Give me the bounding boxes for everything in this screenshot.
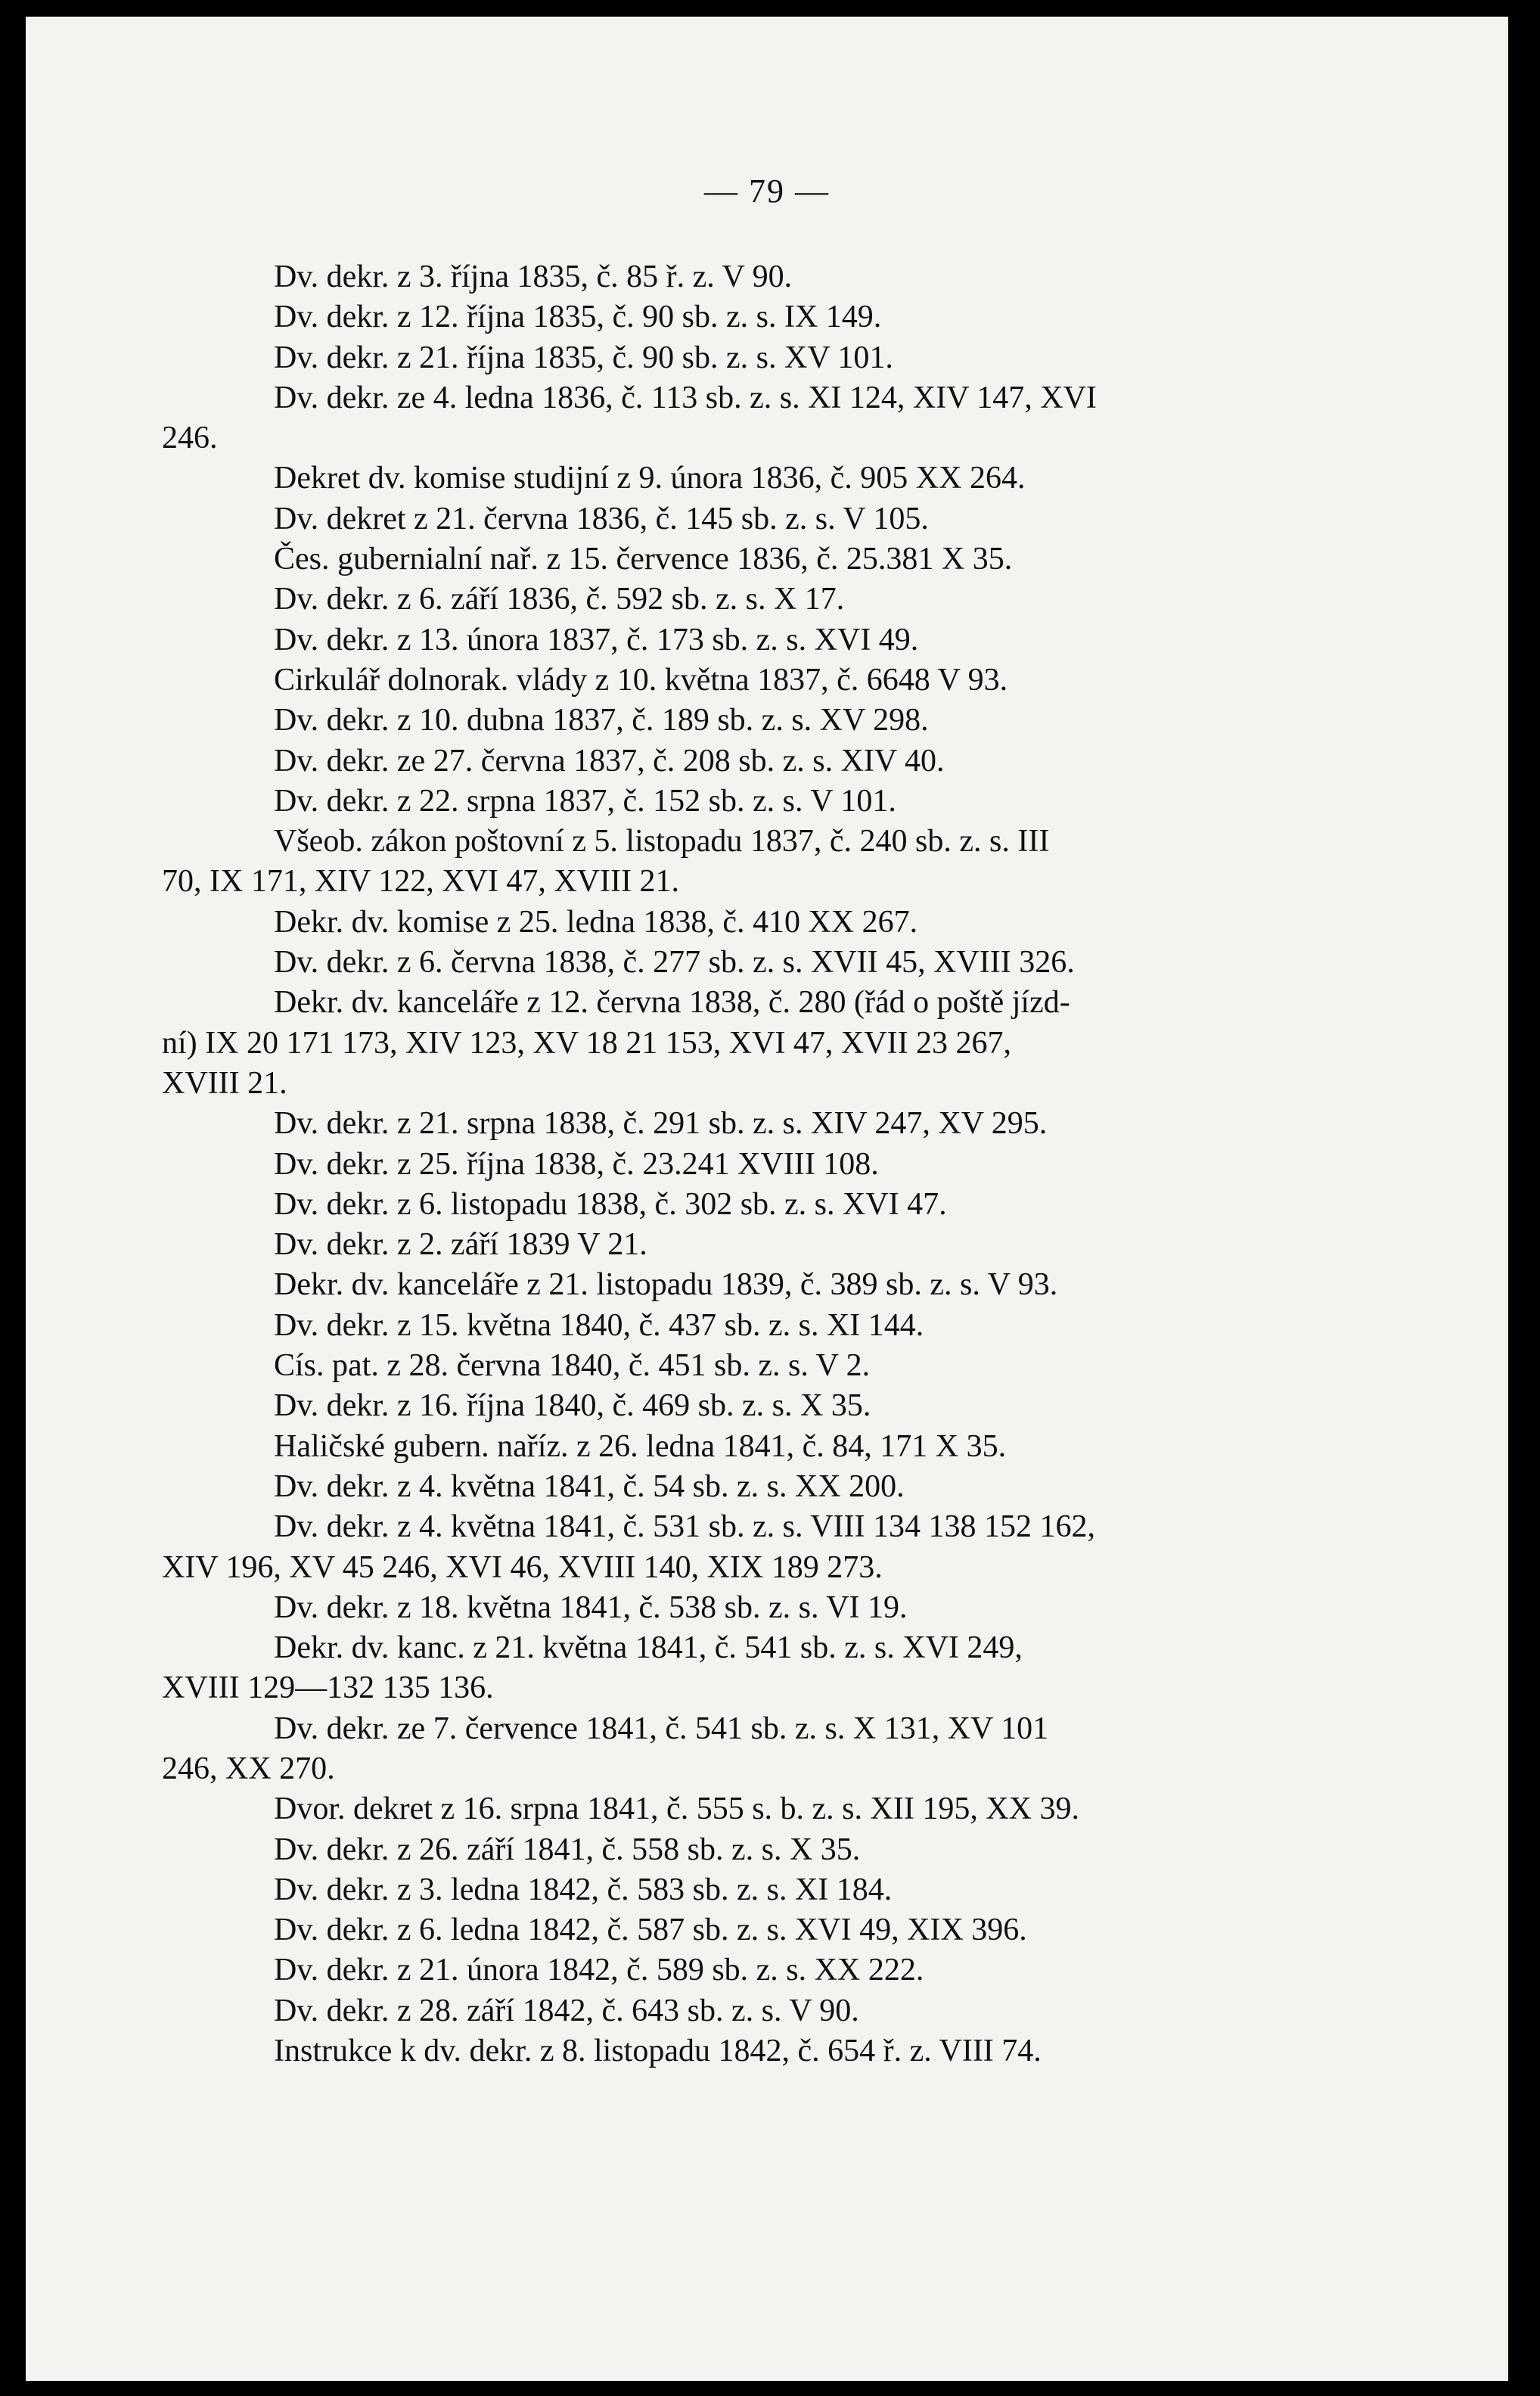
register-entry [162, 822, 1346, 903]
entry-line: Dekr. dv. komise z 25. ledna 1838, č. 410 XX 267. [274, 904, 918, 940]
entry-line: Dv. dekr. z 6. listopadu 1838, č. 302 sb. z. s. XVI 47. [274, 1186, 947, 1222]
entry-line: XVIII 129—132 135 136. [162, 1670, 494, 1706]
register-entry [162, 297, 1346, 337]
entry-line: Instrukce k dv. dekr. z 8. listopadu 1842, č. 654 ř. z. VIII 74. [274, 2034, 1042, 2069]
entry-line: Haličské gubern. naříz. z 26. ledna 1841, č. 84, 171 X 35. [274, 1428, 1007, 1464]
entry-line: Čes. gubernialní nař. z 15. července 1836, č. 25.381 X 35. [274, 542, 1013, 577]
entry-line: Dekr. dv. kanceláře z 12. června 1838, č. 280 (řád o poště jízd- [274, 985, 1070, 1021]
entry-line: Dv. dekr. z 6. června 1838, č. 277 sb. z. s. XVII 45, XVIII 326. [274, 945, 1075, 980]
entry-line: 70, IX 171, XIV 122, XVI 47, XVIII 21. [162, 864, 679, 900]
entry-line: ní) IX 20 171 173, XIV 123, XV 18 21 153, XVI 47, XVII 23 267, [162, 1025, 1012, 1061]
register-entry [162, 903, 1346, 943]
register-entry [162, 1628, 1346, 1709]
entry-line: Dv. dekr. z 21. srpna 1838, č. 291 sb. z. s. XIV 247, XV 295. [274, 1106, 1048, 1142]
entry-line: Dvor. dekret z 16. srpna 1841, č. 555 s. b. z. s. XII 195, XX 39. [274, 1792, 1079, 1827]
entry-line: Dv. dekr. z 21. února 1842, č. 589 sb. z. s. XX 222. [274, 1953, 924, 1988]
entry-line: Dv. dekr. z 25. října 1838, č. 23.241 XVIII 108. [274, 1146, 879, 1182]
register-entry [162, 701, 1346, 741]
entry-line: Dv. dekr. ze 7. července 1841, č. 541 sb. z. s. X 131, XV 101 [274, 1711, 1049, 1746]
register-entry [162, 257, 1346, 297]
entry-line: Dv. dekr. z 16. října 1840, č. 469 sb. z. s. X 35. [274, 1388, 871, 1424]
register-entry [162, 620, 1346, 660]
register-entry [162, 1991, 1346, 2031]
register-entry [162, 1306, 1346, 1346]
register-entry [162, 1225, 1346, 1265]
page-number: — 79 — [704, 172, 830, 210]
register-entry [162, 943, 1346, 983]
entry-line: Dv. dekr. ze 27. června 1837, č. 208 sb. z. s. XIV 40. [274, 743, 945, 778]
register-entry [162, 1265, 1346, 1305]
entry-line: Cís. pat. z 28. června 1840, č. 451 sb. z. s. V 2. [274, 1348, 871, 1384]
register-entry [162, 660, 1346, 701]
register-entry [162, 1507, 1346, 1588]
entry-line: Dv. dekr. z 2. září 1839 V 21. [274, 1227, 647, 1263]
document-body [162, 257, 1346, 2071]
entry-line: Dv. dekr. z 4. května 1841, č. 54 sb. z. s. XX 200. [274, 1468, 905, 1504]
entry-line: 246. [162, 421, 218, 456]
entry-line: Dv. dekr. z 28. září 1842, č. 643 sb. z. s. V 90. [274, 1993, 859, 2028]
entry-line: Dv. dekr. z 3. ledna 1842, č. 583 sb. z. s. XI 184. [274, 1872, 893, 1907]
entry-line: XIV 196, XV 45 246, XVI 46, XVIII 140, XIX 189 273. [162, 1549, 883, 1585]
register-entry [162, 1386, 1346, 1426]
entry-line: Dv. dekr. z 26. září 1841, č. 558 sb. z. s. X 35. [274, 1832, 861, 1867]
register-entry [162, 1185, 1346, 1225]
register-entry [162, 539, 1346, 580]
entry-line: Dv. dekr. z 15. května 1840, č. 437 sb. z. s. XI 144. [274, 1307, 924, 1343]
entry-line: Dv. dekr. z 21. října 1835, č. 90 sb. z. s. XV 101. [274, 340, 893, 375]
register-entry [162, 983, 1346, 1104]
entry-line: Cirkulář dolnorak. vlády z 10. května 1837, č. 6648 V 93. [274, 662, 1008, 698]
entry-line: Dv. dekr. z 18. května 1841, č. 538 sb. z. s. VI 19. [274, 1590, 908, 1625]
entry-line: Dekret dv. komise studijní z 9. února 1836, č. 905 XX 264. [274, 461, 1026, 496]
register-entry [162, 458, 1346, 499]
entry-line: Dv. dekr. z 4. května 1841, č. 531 sb. z. s. VIII 134 138 152 162, [274, 1509, 1096, 1545]
register-entry [162, 1346, 1346, 1386]
register-entry [162, 499, 1346, 539]
entry-line: Dv. dekr. ze 4. ledna 1836, č. 113 sb. z. s. XI 124, XIV 147, XVI [274, 380, 1097, 415]
register-entry [162, 1870, 1346, 1910]
entry-line: Dv. dekr. z 22. srpna 1837, č. 152 sb. z. s. V 101. [274, 783, 896, 819]
entry-line: Dv. dekret z 21. června 1836, č. 145 sb. z. s. V 105. [274, 501, 929, 536]
register-entry [162, 1789, 1346, 1829]
register-entry [162, 1467, 1346, 1507]
register-entry [162, 782, 1346, 822]
document-page [26, 17, 1508, 2381]
register-entry [162, 1709, 1346, 1790]
register-entry [162, 378, 1346, 459]
register-entry [162, 741, 1346, 782]
entry-line: Dv. dekr. z 6. září 1836, č. 592 sb. z. s. X 17. [274, 582, 845, 617]
entry-line: Dekr. dv. kanceláře z 21. listopadu 1839, č. 389 sb. z. s. V 93. [274, 1267, 1058, 1303]
entry-line: Dv. dekr. z 6. ledna 1842, č. 587 sb. z. s. XVI 49, XIX 396. [274, 1913, 1027, 1948]
register-entry [162, 1910, 1346, 1950]
register-entry [162, 1104, 1346, 1144]
register-entry [162, 1830, 1346, 1870]
entry-line: Všeob. zákon poštovní z 5. listopadu 1837, č. 240 sb. z. s. III [274, 824, 1050, 859]
register-entry [162, 1588, 1346, 1628]
entry-line: Dekr. dv. kanc. z 21. května 1841, č. 541 sb. z. s. XVI 249, [274, 1630, 1023, 1666]
register-entry [162, 2031, 1346, 2071]
entry-line: 246, XX 270. [162, 1751, 335, 1786]
register-entry [162, 1145, 1346, 1185]
entry-line: Dv. dekr. z 3. října 1835, č. 85 ř. z. V 90. [274, 259, 793, 294]
entry-line: Dv. dekr. z 10. dubna 1837, č. 189 sb. z. s. XV 298. [274, 703, 929, 738]
register-entry [162, 338, 1346, 378]
register-entry [162, 1950, 1346, 1990]
register-entry [162, 1427, 1346, 1467]
entry-line: Dv. dekr. z 13. února 1837, č. 173 sb. z. s. XVI 49. [274, 622, 919, 657]
entry-line: Dv. dekr. z 12. října 1835, č. 90 sb. z. s. IX 149. [274, 300, 882, 335]
register-entry [162, 580, 1346, 620]
entry-line: XVIII 21. [162, 1065, 287, 1101]
